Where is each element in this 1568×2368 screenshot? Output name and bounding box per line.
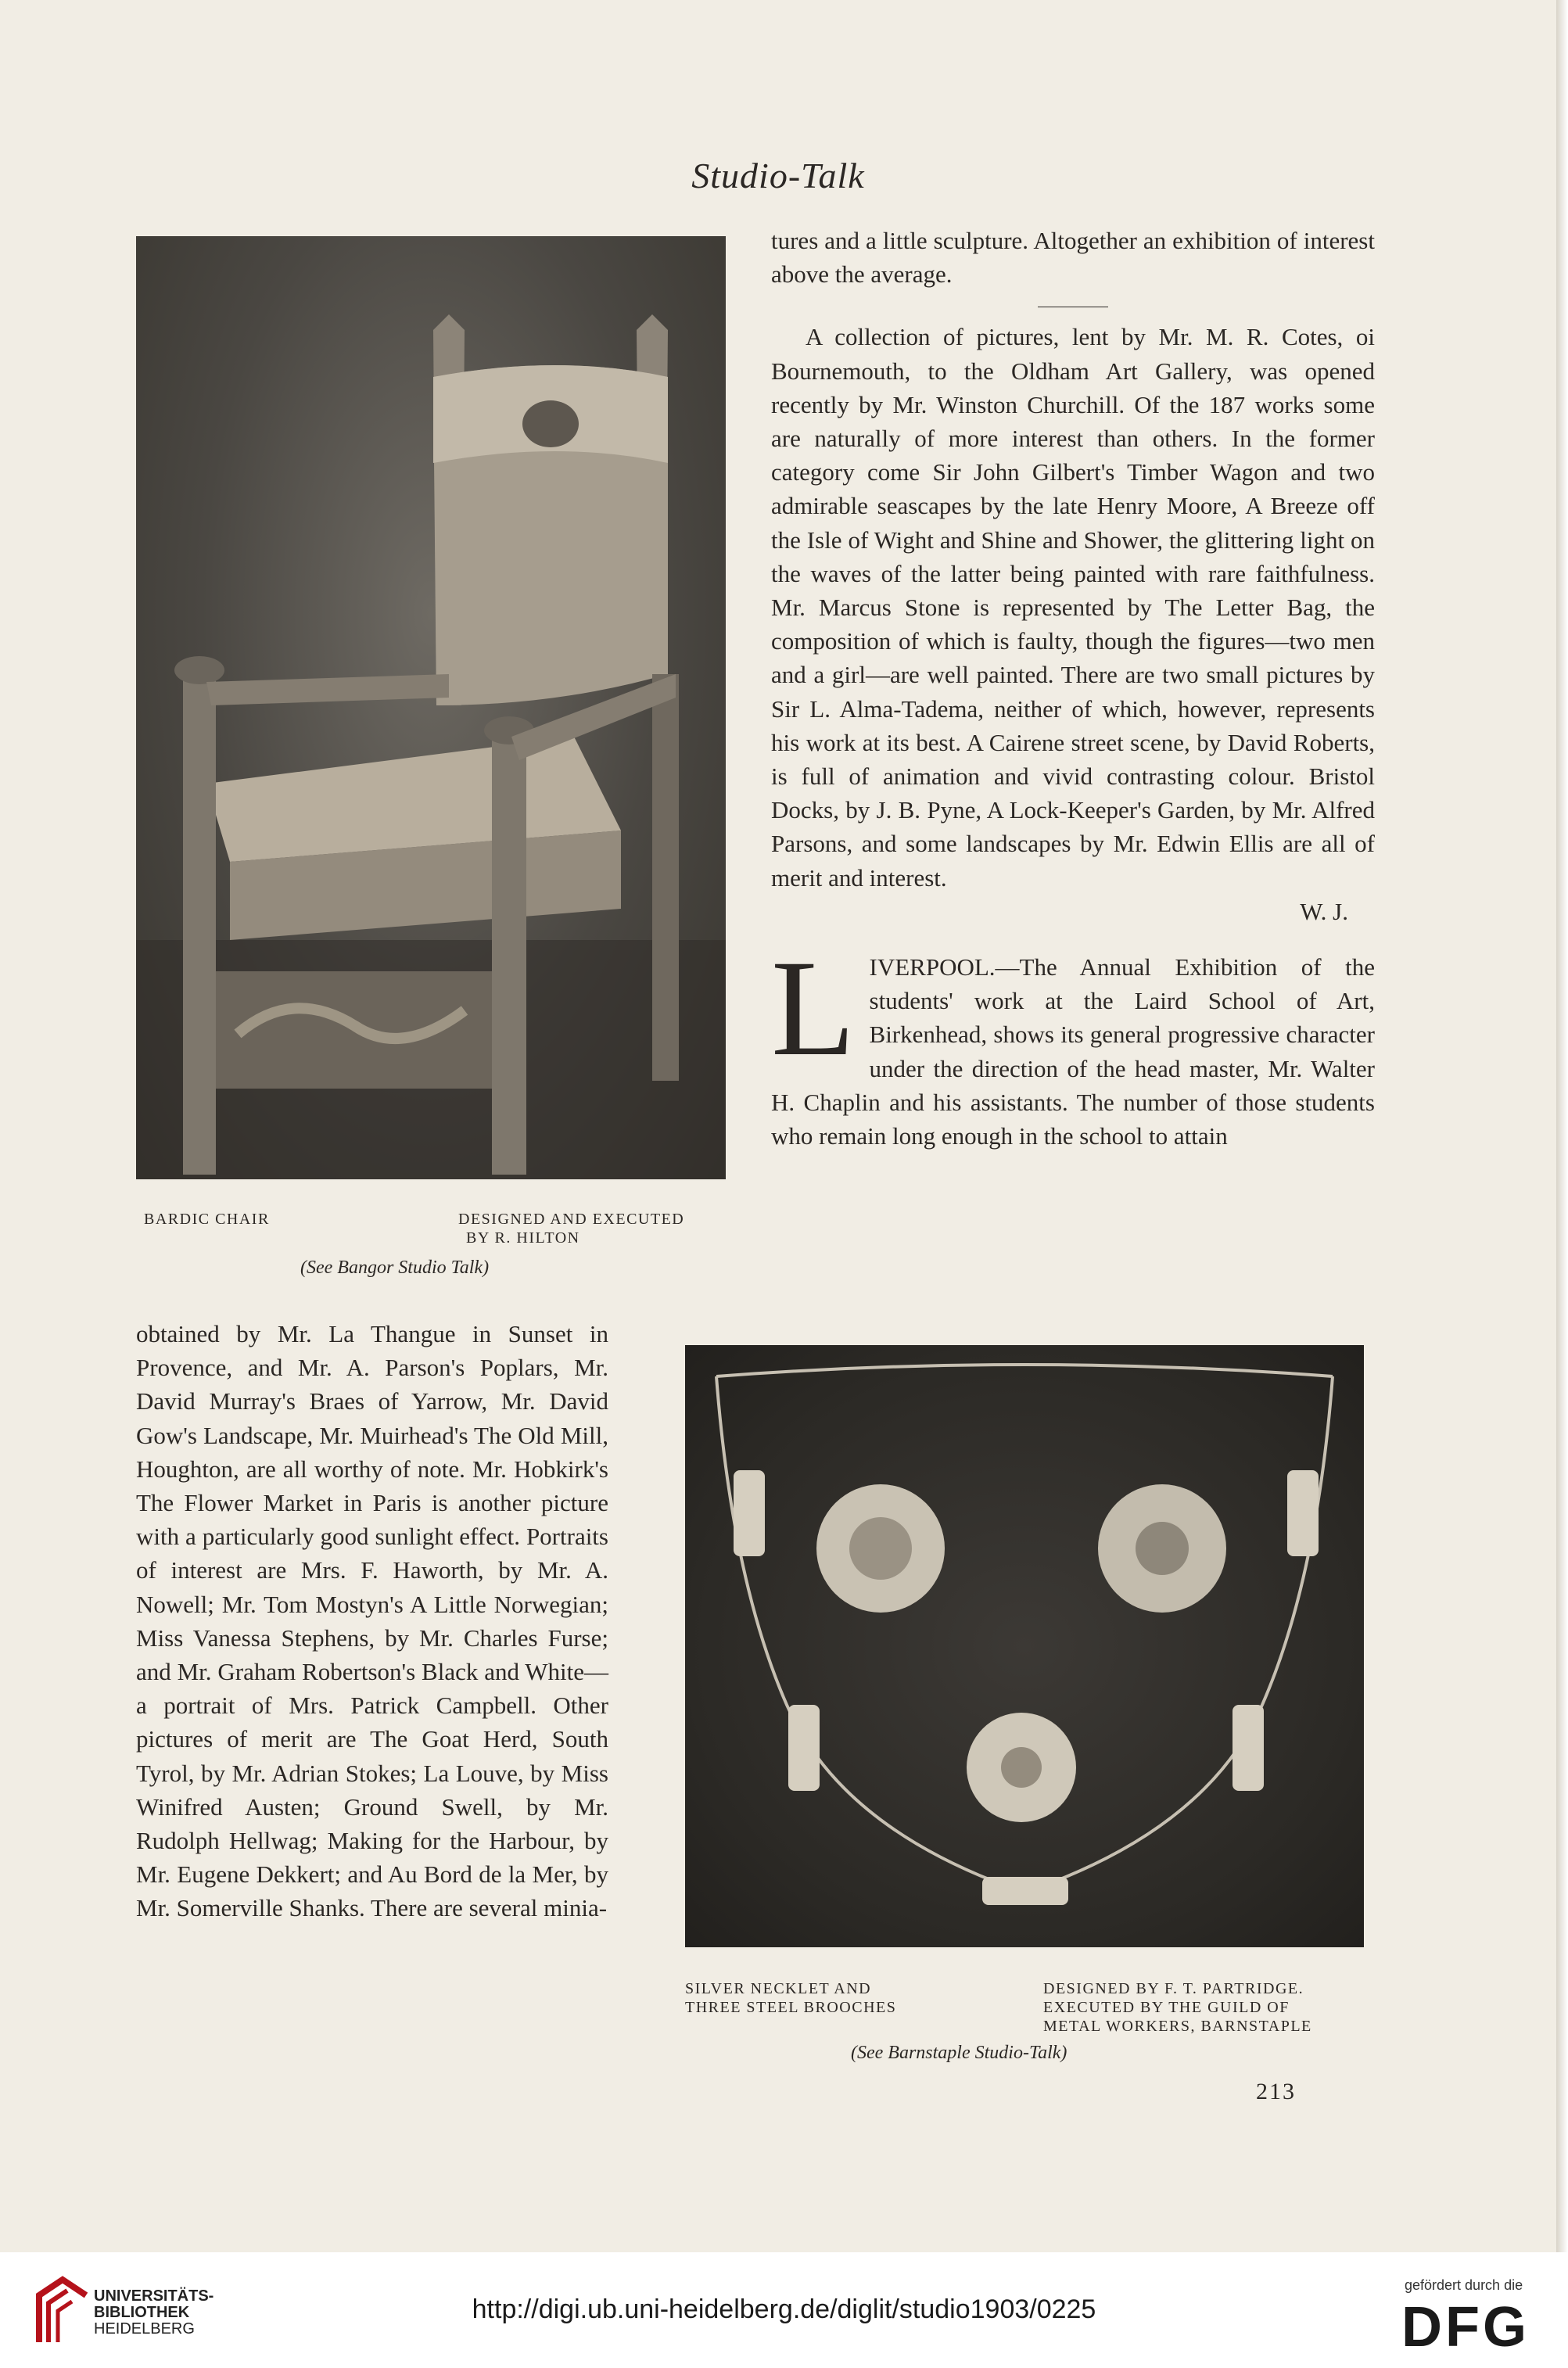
signature: W. J. [1300, 897, 1348, 925]
chair-caption-title: BARDIC CHAIR [144, 1211, 270, 1228]
library-line-1: UNIVERSITÄTS- [94, 2287, 214, 2305]
bardic-chair-photograph [136, 236, 726, 1179]
dfg-logo: DFG [1401, 2296, 1530, 2359]
necklet-caption-credit-3: METAL WORKERS, BARNSTAPLE [1043, 2018, 1312, 2035]
necklet-caption-title-1: SILVER NECKLET AND [685, 1980, 872, 1997]
chair-caption-credit-2: BY R. HILTON [466, 1229, 580, 1247]
sponsor-label: gefördert durch die [1405, 2277, 1523, 2293]
left-column [136, 1317, 608, 1925]
drop-cap: L [771, 932, 856, 1085]
necklet-caption-credit-1: DESIGNED BY F. T. PARTRIDGE. [1043, 1980, 1304, 1997]
paragraph-gap [771, 928, 1375, 950]
running-head: Studio-Talk [691, 156, 865, 196]
right-column [771, 224, 1375, 1153]
necklet-caption-credit-2: EXECUTED BY THE GUILD OF [1043, 1999, 1290, 2016]
permalink-url[interactable]: http://digi.ub.uni-heidelberg.de/diglit/studio1903/0225 [472, 2294, 1096, 2324]
necklet-caption-reference: (See Barnstaple Studio-Talk) [851, 2043, 1067, 2063]
oldham-paragraph: A collection of pictures, lent by Mr. M. R. Cotes, oi Bournemouth, to the Oldham Art Gallery, was opened recently by Mr. Winston Churchill. Of the 187 works some are naturally of more interest than others. In the former category come Sir John Gilbert's Timber Wagon and two admirable seascapes by the late Henry Moore, A Breeze off the Isle of Wight and Shine and Shower, the glittering light on the waves of the latter being painted with rare faithfulness. Mr. Marcus Stone is represented by The Letter Bag, the composition of which is faulty, though the figures—two men and a girl—are well painted. There are two small pictures by Sir L. Alma-Tadema, neither of which, however, represents his work at its best. A Cairene street scene, by David Roberts, is full of animation and vivid contrasting colour. Bristol Docks, by J. B. Pyne, A Lock-Keeper's Garden, by Mr. Alfred Parsons, and some landscapes by Mr. Edwin Ellis are all of merit and interest. [771, 323, 1375, 892]
chair-caption-reference: (See Bangor Studio Talk) [300, 1258, 490, 1278]
necklet-caption-title-2: THREE STEEL BROOCHES [685, 1999, 897, 2016]
exhibition-continuation: tures and a little sculpture. Altogether an exhibition of interest above the average. [771, 227, 1375, 289]
left-column-text: obtained by Mr. La Thangue in Sunset in Provence, and Mr. A. Parson's Poplars, Mr. David Murray's Braes of Yarrow, Mr. David Gow's Landscape, Mr. Muirhead's The Old Mill, Houghton, are all worthy of note. Mr. Hobkirk's The Flower Market in Paris is another picture with a particularly good sunlight effect. Portraits of interest are Mrs. F. Haworth, by Mr. A. Nowell; Mr. Tom Mostyn's A Little Norwegian; Miss Vanessa Stephens, by Mr. Charles Furse; and Mr. Graham Robertson's Black and White—a portrait of Mrs. Patrick Campbell. Other pictures of merit are The Goat Herd, South Tyrol, by Mr. Adrian Stokes; La Louve, by Miss Winifred Austen; Ground Swell, by Mr. Rudolph Hellwag; Making for the Harbour, by Mr. Eugene Dekkert; and Au Bord de la Mer, by Mr. Somerville Shanks. There are several minia- [136, 1320, 608, 1922]
library-line-2: BIBLIOTHEK [94, 2304, 190, 2321]
silver-necklet-photograph [685, 1345, 1364, 1947]
liverpool-text: IVERPOOL.—The Annual Exhibition of the students' work at the Laird School of Art, Birkenhead, shows its general progressive character under the direction of the head master, Mr. Walter H. Chaplin and his assistants. The number of those students who remain long enough in the school to attain [771, 953, 1375, 1150]
chair-caption-credit-1: DESIGNED AND EXECUTED [458, 1211, 685, 1228]
liverpool-paragraph [771, 932, 1375, 1153]
page-number: 213 [1256, 2079, 1296, 2104]
page-edge [1556, 0, 1568, 2252]
library-line-3: HEIDELBERG [94, 2320, 195, 2338]
